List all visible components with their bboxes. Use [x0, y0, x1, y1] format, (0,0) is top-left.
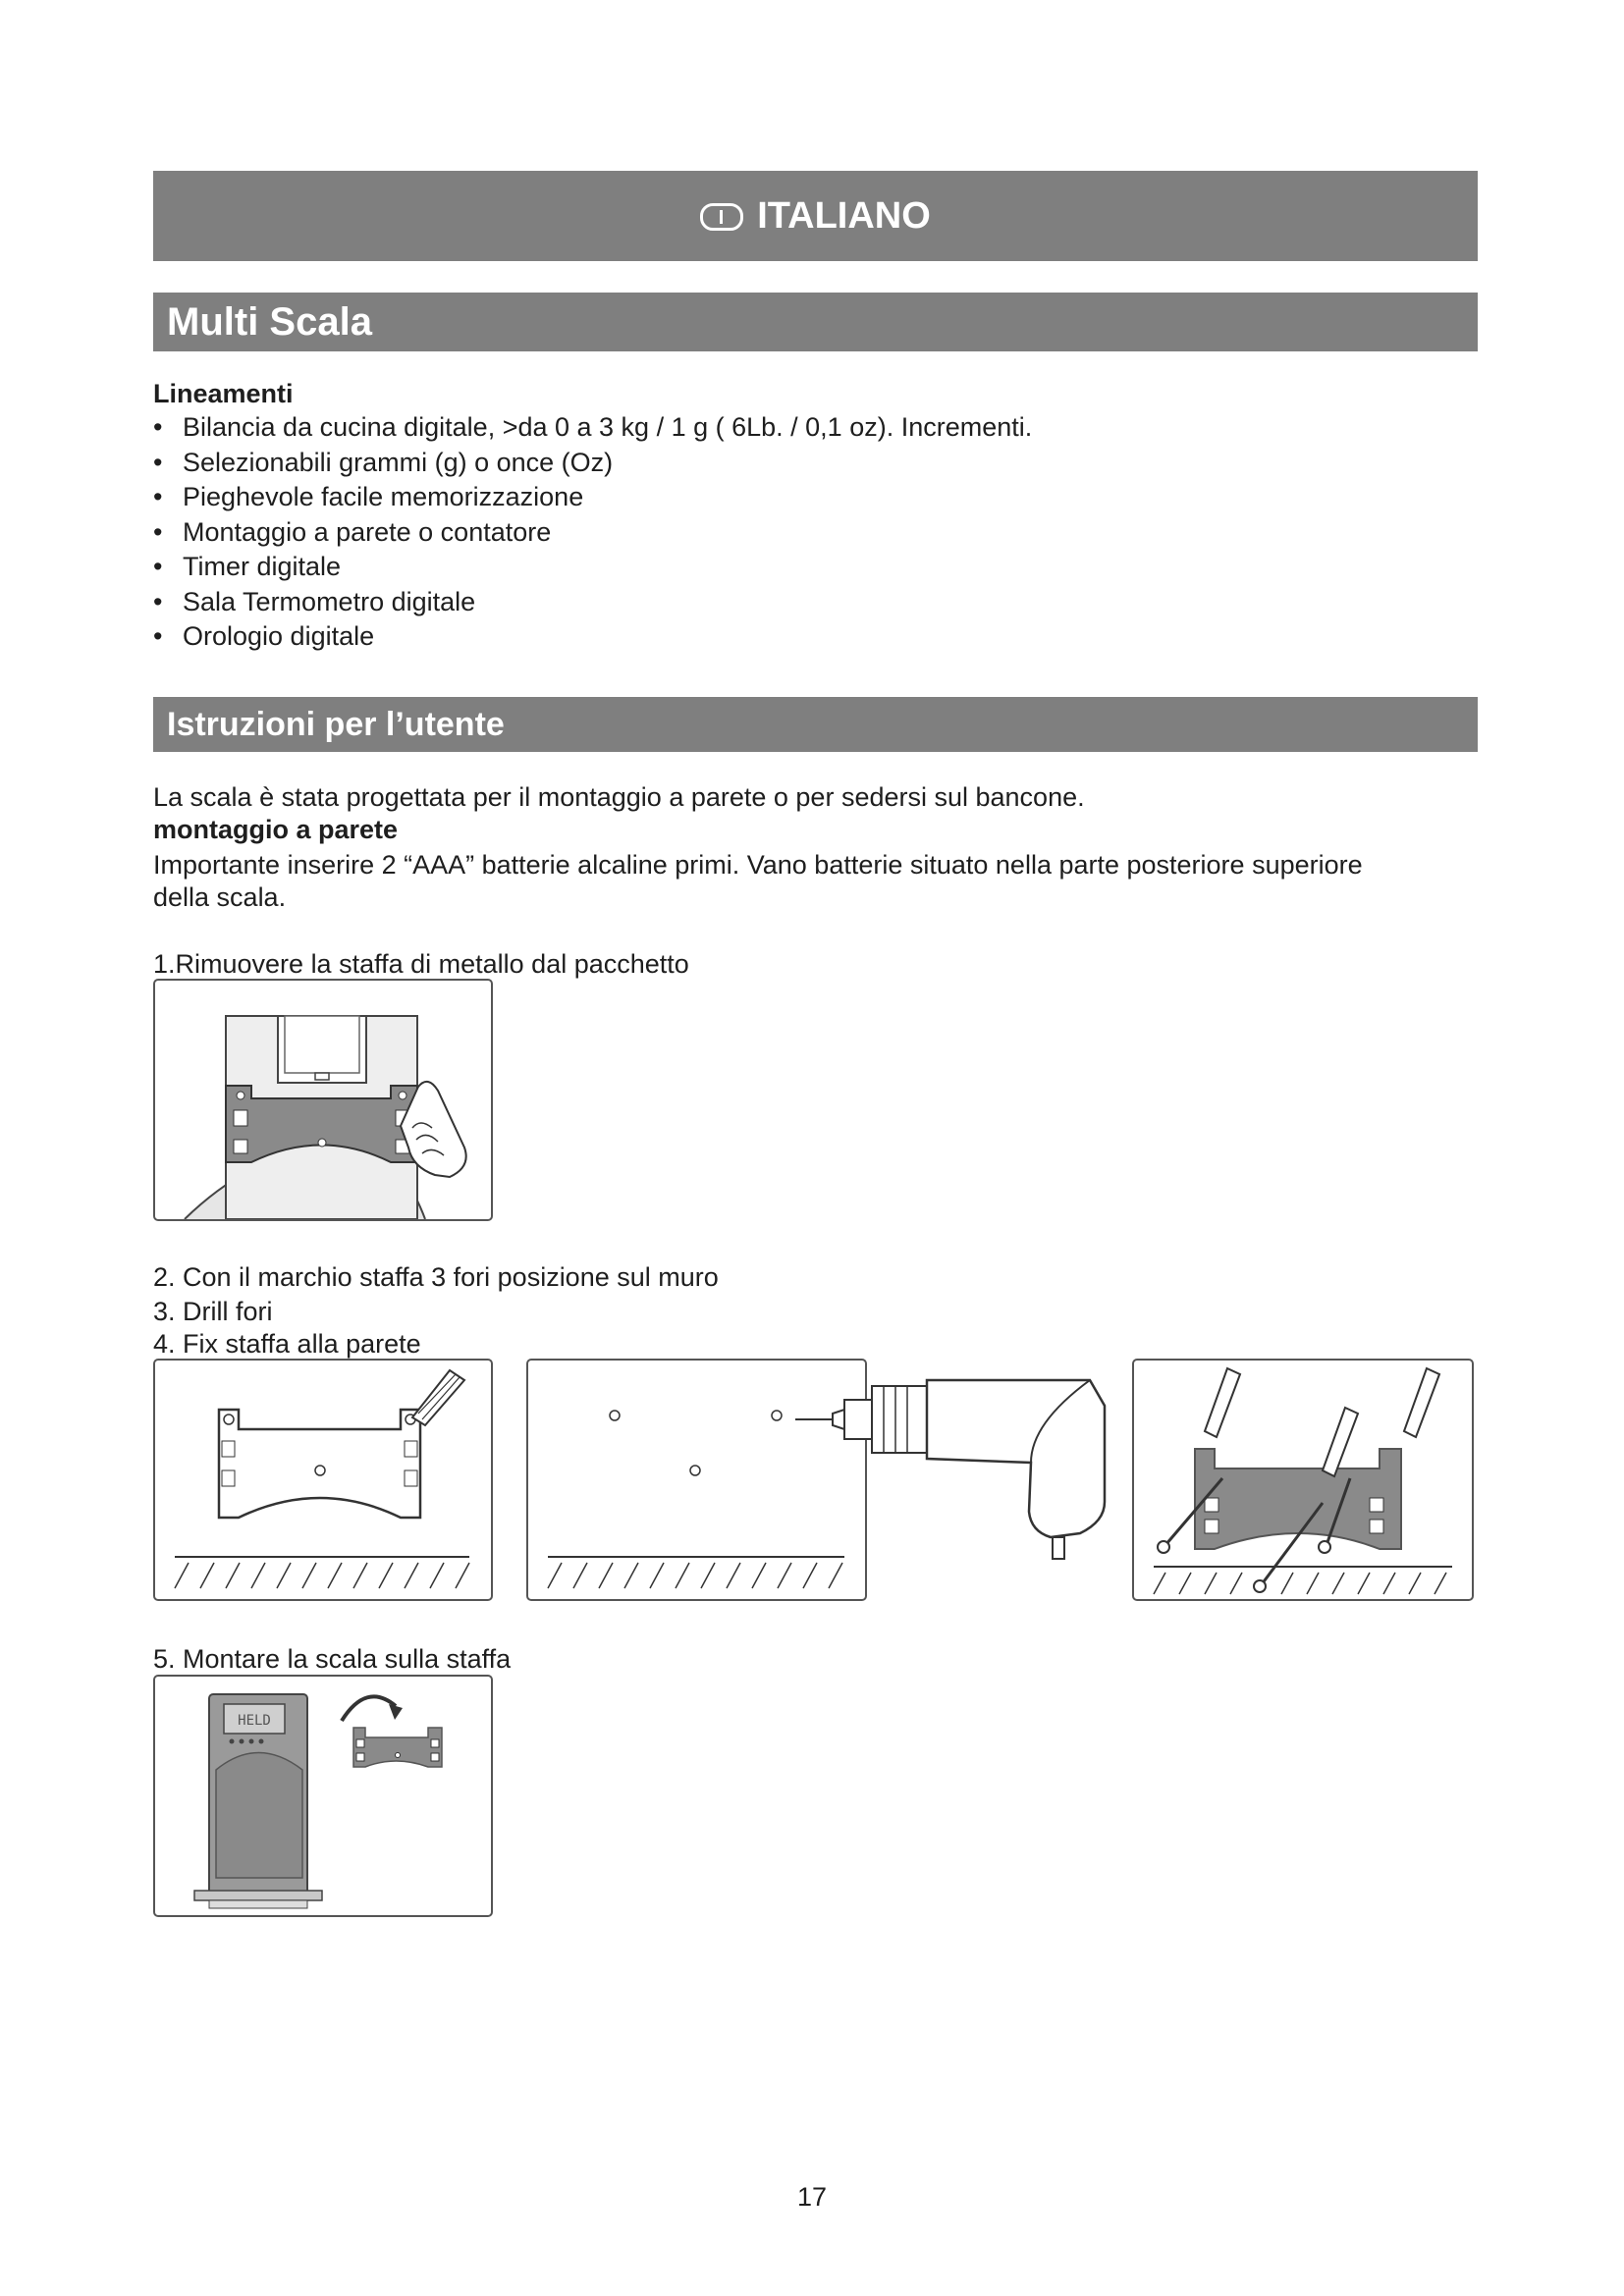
battery-text-line2: della scala.: [153, 882, 287, 912]
wall-hatch: [175, 1563, 469, 1588]
intro-text: La scala è stata progettata per il montaggio a parete o per sedersi sul bancone.: [153, 782, 1085, 812]
step-5-text: 5. Montare la scala sulla staffa: [153, 1644, 512, 1674]
mark-holes-illustration: [155, 1361, 491, 1599]
list-item: • Pieghevole facile memorizzazione: [153, 480, 1032, 515]
features-list: [153, 410, 1032, 655]
battery-text-line1: Importante inserire 2 “AAA” batterie alcaline primi. Vano batterie situato nella parte posteriore superiore: [153, 850, 1363, 880]
step-2-text: 2. Con il marchio staffa 3 fori posizione sul muro: [153, 1262, 719, 1292]
mount-scale-illustration: [155, 1677, 491, 1915]
fix-bracket-illustration: [1134, 1361, 1472, 1599]
figure-remove-bracket: [153, 979, 493, 1221]
wall-mount-heading: montaggio a parete: [153, 815, 399, 844]
section1-title: Multi Scala: [167, 299, 372, 344]
list-item: • Selezionabili grammi (g) o once (Oz): [153, 446, 1032, 481]
language-badge-icon: [700, 203, 743, 231]
section2-title: Istruzioni per l’utente: [167, 705, 505, 743]
list-item: • Montaggio a parete o contatore: [153, 515, 1032, 551]
figure-fix-bracket: [1132, 1359, 1474, 1601]
section-title-istruzioni: [153, 697, 1478, 752]
features-heading: Lineamenti: [153, 379, 294, 408]
language-title: ITALIANO: [757, 194, 931, 237]
figure-mark-holes: [153, 1359, 493, 1601]
step-1-text: 1.Rimuovere la staffa di metallo dal pacchetto: [153, 949, 689, 979]
scale-display-text: HELD: [238, 1713, 271, 1729]
step-3-text: 3. Drill fori: [153, 1297, 273, 1326]
drill-icon: [785, 1364, 1110, 1580]
rotate-arrow-icon: [389, 1704, 403, 1720]
list-item: • Bilancia da cucina digitale, >da 0 a 3 kg / 1 g ( 6Lb. / 0,1 oz). Incrementi.: [153, 410, 1032, 446]
page-number: 17: [796, 2182, 828, 2212]
list-item: • Sala Termometro digitale: [153, 585, 1032, 620]
step-4-text: 4. Fix staffa alla parete: [153, 1329, 421, 1359]
list-item: • Orologio digitale: [153, 619, 1032, 655]
remove-bracket-illustration: [155, 981, 491, 1219]
language-header: [153, 171, 1478, 261]
figure-mount-scale: [153, 1675, 493, 1917]
section-title-multi-scala: [153, 293, 1478, 351]
wall-plugs: [1205, 1368, 1439, 1476]
wall-hatch: [1154, 1573, 1446, 1594]
list-item: • Timer digitale: [153, 550, 1032, 585]
